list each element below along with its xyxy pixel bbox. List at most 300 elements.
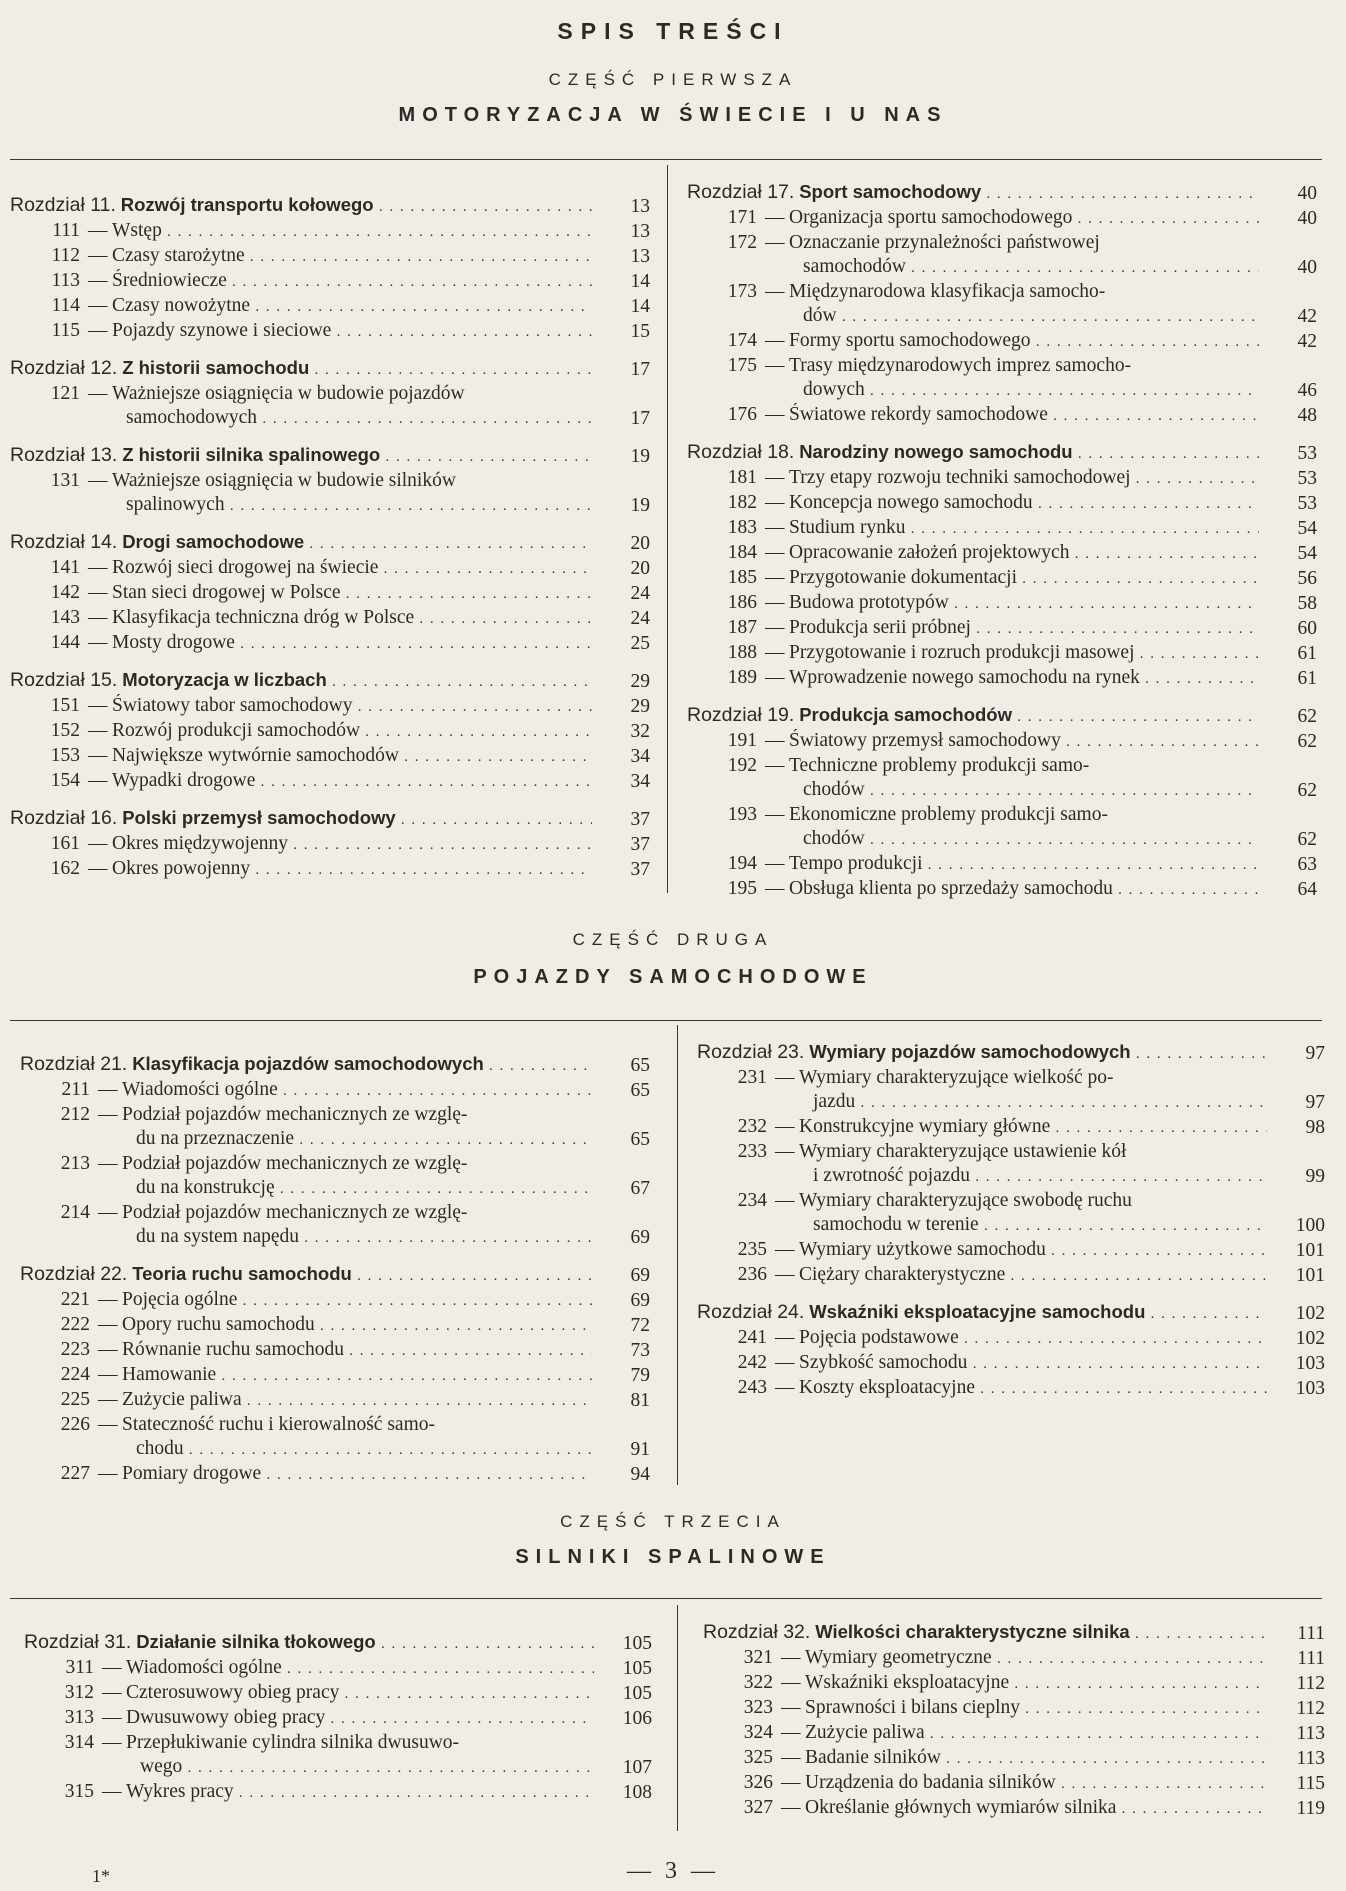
section-page: 56 xyxy=(1297,568,1317,589)
section-title xyxy=(112,382,592,431)
section-dash: — xyxy=(98,1202,118,1223)
section-title-line: Wypadki drogowe . . . xyxy=(112,769,592,794)
part-3-title: SILNIKI SPALINOWE xyxy=(515,1546,831,1568)
section-title xyxy=(112,556,592,581)
section-title-line: Budowa prototypów . . . xyxy=(789,591,1259,616)
section-page: 34 xyxy=(630,746,650,767)
section-page: 64 xyxy=(1297,879,1317,900)
section-number: 327 xyxy=(743,1797,773,1818)
section-title-line: Pojazdy szynowe i sieciowe . . . xyxy=(112,319,592,344)
section-entry xyxy=(687,403,1317,428)
section-number: 211 xyxy=(61,1079,90,1100)
section-page: 102 xyxy=(1295,1328,1325,1349)
section-title-line: Pomiary drogowe . . . xyxy=(122,1462,592,1487)
chapter-heading-line xyxy=(687,180,1259,206)
section-page: 37 xyxy=(630,859,650,880)
section-entry xyxy=(697,1326,1325,1351)
section-number: 243 xyxy=(737,1377,767,1398)
section-number: 223 xyxy=(60,1339,90,1360)
chapter-page: 65 xyxy=(630,1055,650,1076)
section-entry xyxy=(703,1696,1325,1721)
section-page: 32 xyxy=(630,721,650,742)
chapter-number: Rozdział 21. xyxy=(20,1053,128,1075)
section-title xyxy=(122,1078,592,1103)
section-dash: — xyxy=(765,281,785,302)
part-3-left-column xyxy=(24,1630,652,1805)
section-page: 61 xyxy=(1297,668,1317,689)
section-title-line: Tempo produkcji . . . xyxy=(789,852,1259,877)
section-number: 326 xyxy=(743,1772,773,1793)
part-3-top-rule xyxy=(10,1598,1322,1599)
section-entry xyxy=(687,329,1317,354)
section-entry xyxy=(703,1796,1325,1821)
chapter-title: Klasyfikacja pojazdów samochodowych xyxy=(132,1053,484,1074)
section-number: 183 xyxy=(727,517,757,538)
section-number: 142 xyxy=(50,582,80,603)
section-page: 119 xyxy=(1296,1798,1325,1819)
section-entry xyxy=(24,1706,652,1731)
section-number: 175 xyxy=(727,355,757,376)
section-entry xyxy=(20,1363,650,1388)
section-title xyxy=(126,1780,594,1805)
part-2-label: CZĘŚĆ DRUGA xyxy=(572,930,774,949)
section-number: 191 xyxy=(727,730,757,751)
section-entry xyxy=(20,1413,650,1462)
section-title-line: Czasy starożytne . . . xyxy=(112,244,592,269)
section-title xyxy=(112,719,592,744)
section-title xyxy=(126,1656,594,1681)
section-page: 103 xyxy=(1295,1353,1325,1374)
section-entry xyxy=(697,1115,1325,1140)
section-title xyxy=(805,1671,1267,1696)
chapter-title: Z historii silnika spalinowego xyxy=(122,444,381,465)
section-page: 42 xyxy=(1297,331,1317,352)
section-number: 236 xyxy=(737,1264,767,1285)
chapter-heading-line xyxy=(10,356,592,382)
section-dash: — xyxy=(88,582,108,603)
chapter-number: Rozdział 22. xyxy=(20,1263,128,1285)
section-dash: — xyxy=(765,853,785,874)
section-title xyxy=(805,1771,1267,1796)
section-title xyxy=(805,1796,1267,1821)
section-entry xyxy=(10,294,650,319)
section-number: 176 xyxy=(727,404,757,425)
section-number: 161 xyxy=(50,833,80,854)
chapter-number: Rozdział 23. xyxy=(697,1041,805,1063)
section-title xyxy=(122,1462,592,1487)
chapter-heading xyxy=(10,356,592,382)
section-number: 144 xyxy=(50,632,80,653)
section-dash: — xyxy=(775,1264,795,1285)
chapter-title: Teoria ruchu samochodu xyxy=(132,1263,352,1284)
section-page: 101 xyxy=(1295,1240,1325,1261)
section-title-line: Wymiary charakteryzujące ustawienie kół xyxy=(799,1141,1127,1162)
part-2-top-rule xyxy=(10,1020,1322,1021)
chapter-heading-line xyxy=(10,530,592,556)
section-title-line: jazdu . . . xyxy=(799,1090,1267,1115)
section-entry xyxy=(10,857,650,882)
section-entry xyxy=(687,516,1317,541)
section-entry xyxy=(687,754,1317,803)
part-2-right-column xyxy=(697,1040,1325,1401)
section-title-line: Zużycie paliwa . . . xyxy=(805,1721,1267,1746)
chapter-title: Narodziny nowego samochodu xyxy=(799,441,1073,462)
section-dash: — xyxy=(775,1377,795,1398)
section-number: 111 xyxy=(52,220,80,241)
chapter-heading xyxy=(10,530,592,556)
section-page: 63 xyxy=(1297,854,1317,875)
part-3-column-divider xyxy=(677,1605,678,1831)
section-title-line: Wykres pracy . . . xyxy=(126,1780,594,1805)
section-title xyxy=(789,666,1259,691)
chapter-number: Rozdział 11. xyxy=(10,194,116,216)
chapter-page: 111 xyxy=(1297,1623,1325,1644)
section-number: 241 xyxy=(737,1327,767,1348)
chapter-title: Drogi samochodowe xyxy=(122,531,305,552)
section-dash: — xyxy=(88,695,108,716)
section-title-line: samochodu w terenie . . . xyxy=(799,1213,1267,1238)
section-title-line: Ważniejsze osiągnięcia w budowie pojazdów xyxy=(112,383,465,404)
section-dash: — xyxy=(88,245,108,266)
section-title-line: Techniczne problemy produkcji samo- xyxy=(789,755,1090,776)
section-title xyxy=(122,1413,592,1462)
section-entry xyxy=(687,641,1317,666)
section-page: 62 xyxy=(1297,829,1317,850)
section-entry xyxy=(703,1721,1325,1746)
section-number: 224 xyxy=(60,1364,90,1385)
chapter-heading xyxy=(10,193,592,219)
chapter-entry xyxy=(10,530,650,556)
chapter-page: 53 xyxy=(1297,443,1317,464)
section-entry xyxy=(24,1681,652,1706)
section-title-line: Wymiary charakteryzujące wielkość po- xyxy=(799,1067,1114,1088)
section-page: 103 xyxy=(1295,1378,1325,1399)
section-dash: — xyxy=(775,1239,795,1260)
section-title xyxy=(112,857,592,882)
section-title-line: i zwrotność pojazdu . . . xyxy=(799,1164,1267,1189)
section-dash: — xyxy=(98,1104,118,1125)
section-title-line: Hamowanie . . . xyxy=(122,1363,592,1388)
section-title xyxy=(789,566,1259,591)
section-title xyxy=(799,1263,1267,1288)
chapter-page: 29 xyxy=(630,671,650,692)
section-entry xyxy=(687,666,1317,691)
signature-mark: 1* xyxy=(92,1866,110,1886)
section-entry xyxy=(10,744,650,769)
chapter-heading-line xyxy=(697,1040,1267,1066)
section-page: 69 xyxy=(630,1290,650,1311)
chapter-heading-line xyxy=(10,806,592,832)
chapter-heading xyxy=(687,180,1259,206)
section-title-line: Rozwój sieci drogowej na świecie . . . xyxy=(112,556,592,581)
section-number: 131 xyxy=(50,470,80,491)
chapter-number: Rozdział 15. xyxy=(10,669,118,691)
section-dash: — xyxy=(98,1463,118,1484)
section-dash: — xyxy=(765,232,785,253)
chapter-title: Wskaźniki eksploatacyjne samochodu xyxy=(809,1301,1146,1322)
section-dash: — xyxy=(765,617,785,638)
section-number: 312 xyxy=(64,1682,94,1703)
section-number: 212 xyxy=(60,1104,90,1125)
chapter-entry xyxy=(10,668,650,694)
section-number: 187 xyxy=(727,617,757,638)
chapter-heading-line xyxy=(20,1052,592,1078)
section-page: 105 xyxy=(622,1683,652,1704)
part-2-title: POJAZDY SAMOCHODOWE xyxy=(473,966,873,988)
section-title xyxy=(112,631,592,656)
chapter-heading xyxy=(697,1040,1267,1066)
chapter-number: Rozdział 24. xyxy=(697,1301,805,1323)
section-entry xyxy=(20,1313,650,1338)
page-number: — 3 — xyxy=(627,1858,719,1884)
section-title xyxy=(799,1140,1267,1189)
section-entry xyxy=(10,719,650,744)
section-title-line: Organizacja sportu samochodowego . . . xyxy=(789,206,1259,231)
section-number: 227 xyxy=(60,1463,90,1484)
section-page: 24 xyxy=(630,583,650,604)
section-title xyxy=(126,1706,594,1731)
chapter-heading xyxy=(697,1300,1267,1326)
section-title-line: dów . . . xyxy=(789,304,1259,329)
section-title xyxy=(799,1189,1267,1238)
section-entry xyxy=(703,1646,1325,1671)
section-entry xyxy=(687,466,1317,491)
section-dash: — xyxy=(765,592,785,613)
chapter-page: 13 xyxy=(630,196,650,217)
section-number: 314 xyxy=(64,1732,94,1753)
section-page: 62 xyxy=(1297,731,1317,752)
section-title xyxy=(112,581,592,606)
chapter-page: 97 xyxy=(1305,1043,1325,1064)
section-entry xyxy=(687,354,1317,403)
section-entry xyxy=(10,581,650,606)
section-dash: — xyxy=(88,770,108,791)
section-page: 91 xyxy=(630,1439,650,1460)
section-number: 213 xyxy=(60,1153,90,1174)
section-number: 192 xyxy=(727,755,757,776)
section-entry xyxy=(687,852,1317,877)
part-1-top-rule xyxy=(10,159,1322,160)
section-page: 67 xyxy=(630,1178,650,1199)
section-dash: — xyxy=(102,1732,122,1753)
section-page: 107 xyxy=(622,1757,652,1778)
section-title-line: Podział pojazdów mechanicznych ze wzglę- xyxy=(122,1104,468,1125)
chapter-number: Rozdział 19. xyxy=(687,704,795,726)
section-title-line: Wiadomości ogólne . . . xyxy=(126,1656,594,1681)
chapter-entry xyxy=(703,1620,1325,1646)
section-title xyxy=(789,231,1259,280)
chapter-heading xyxy=(10,668,592,694)
chapter-title: Sport samochodowy xyxy=(799,181,982,202)
chapter-number: Rozdział 16. xyxy=(10,807,118,829)
section-title xyxy=(789,329,1259,354)
section-title xyxy=(122,1152,592,1201)
section-title-line: wego . . . xyxy=(126,1755,594,1780)
chapter-heading-line xyxy=(10,443,592,469)
section-title-line: Wskaźniki eksploatacyjne . . . xyxy=(805,1671,1267,1696)
section-dash: — xyxy=(88,557,108,578)
section-page: 25 xyxy=(630,633,650,654)
chapter-title: Rozwój transportu kołowego xyxy=(120,194,374,215)
section-entry xyxy=(24,1780,652,1805)
section-title-line: Szybkość samochodu . . . xyxy=(799,1351,1267,1376)
section-title-line: Międzynarodowa klasyfikacja samocho- xyxy=(789,281,1106,302)
section-number: 174 xyxy=(727,330,757,351)
section-page: 101 xyxy=(1295,1265,1325,1286)
section-title-line: Studium rynku . . . xyxy=(789,516,1259,541)
chapter-heading-line xyxy=(10,668,592,694)
part-1-column-divider xyxy=(667,165,668,893)
chapter-title: Motoryzacja w liczbach xyxy=(122,669,327,690)
section-page: 81 xyxy=(630,1390,650,1411)
section-page: 94 xyxy=(630,1464,650,1485)
section-dash: — xyxy=(775,1141,795,1162)
section-number: 235 xyxy=(737,1239,767,1260)
section-dash: — xyxy=(88,270,108,291)
section-page: 46 xyxy=(1297,380,1317,401)
section-number: 152 xyxy=(50,720,80,741)
section-dash: — xyxy=(781,1797,801,1818)
section-number: 154 xyxy=(50,770,80,791)
section-title-line: Podział pojazdów mechanicznych ze wzglę- xyxy=(122,1202,468,1223)
chapter-heading-line xyxy=(703,1620,1267,1646)
section-dash: — xyxy=(765,542,785,563)
section-entry xyxy=(687,231,1317,280)
section-entry xyxy=(24,1656,652,1681)
section-title xyxy=(799,1238,1267,1263)
section-dash: — xyxy=(88,295,108,316)
section-title-line: Ekonomiczne problemy produkcji samo- xyxy=(789,804,1108,825)
section-entry xyxy=(20,1338,650,1363)
section-entry xyxy=(10,382,650,431)
chapter-page: 20 xyxy=(630,533,650,554)
part-3-label: CZĘŚĆ TRZECIA xyxy=(560,1512,786,1531)
chapter-entry xyxy=(697,1300,1325,1326)
section-title xyxy=(122,1363,592,1388)
section-title-line: Określanie głównych wymiarów silnika . . . xyxy=(805,1796,1267,1821)
section-title-line: du na konstrukcję . . . xyxy=(122,1176,592,1201)
section-dash: — xyxy=(781,1672,801,1693)
part-1-title: MOTORYZACJA W ŚWIECIE I U NAS xyxy=(398,104,948,126)
section-title-line: Pojęcia podstawowe . . . xyxy=(799,1326,1267,1351)
section-entry xyxy=(10,269,650,294)
section-title-line: Światowe rekordy samochodowe . . . xyxy=(789,403,1259,428)
section-dash: — xyxy=(88,220,108,241)
chapter-heading-line xyxy=(687,703,1259,729)
section-entry xyxy=(20,1103,650,1152)
chapter-heading-line xyxy=(24,1630,594,1656)
section-dash: — xyxy=(98,1289,118,1310)
section-title xyxy=(789,541,1259,566)
chapter-title: Produkcja samochodów xyxy=(799,704,1012,725)
section-dash: — xyxy=(88,745,108,766)
section-entry xyxy=(703,1671,1325,1696)
section-dash: — xyxy=(98,1079,118,1100)
section-number: 214 xyxy=(60,1202,90,1223)
chapter-number: Rozdział 31. xyxy=(24,1631,132,1653)
section-number: 185 xyxy=(727,567,757,588)
section-title xyxy=(789,403,1259,428)
chapter-entry xyxy=(20,1262,650,1288)
section-title-line: du na przeznaczenie . . . xyxy=(122,1127,592,1152)
section-title-line: samochodowych . . . xyxy=(112,406,592,431)
section-page: 113 xyxy=(1296,1748,1325,1769)
section-title-line: Dwusuwowy obieg pracy . . . xyxy=(126,1706,594,1731)
section-dash: — xyxy=(102,1657,122,1678)
section-dash: — xyxy=(88,383,108,404)
section-dash: — xyxy=(102,1682,122,1703)
section-page: 48 xyxy=(1297,405,1317,426)
section-title-line: Przepłukiwanie cylindra silnika dwusuwo- xyxy=(126,1732,460,1753)
section-page: 58 xyxy=(1297,593,1317,614)
section-number: 182 xyxy=(727,492,757,513)
section-title xyxy=(122,1103,592,1152)
section-page: 53 xyxy=(1297,468,1317,489)
section-page: 111 xyxy=(1297,1648,1325,1669)
chapter-page: 19 xyxy=(630,446,650,467)
section-number: 188 xyxy=(727,642,757,663)
section-title-line: Wymiary charakteryzujące swobodę ruchu xyxy=(799,1190,1132,1211)
section-number: 315 xyxy=(64,1781,94,1802)
section-dash: — xyxy=(88,833,108,854)
part-2-column-divider xyxy=(677,1025,678,1485)
section-entry xyxy=(10,832,650,857)
chapter-heading-line xyxy=(20,1262,592,1288)
chapter-title: Wymiary pojazdów samochodowych xyxy=(809,1041,1131,1062)
section-dash: — xyxy=(98,1314,118,1335)
section-title xyxy=(112,606,592,631)
section-page: 20 xyxy=(630,558,650,579)
section-entry xyxy=(10,319,650,344)
section-title-line: Wymiary użytkowe samochodu . . . xyxy=(799,1238,1267,1263)
section-title-line: Ciężary charakterystyczne . . . xyxy=(799,1263,1267,1288)
chapter-heading-line xyxy=(697,1300,1267,1326)
chapter-entry xyxy=(10,356,650,382)
section-title xyxy=(789,852,1259,877)
section-dash: — xyxy=(98,1414,118,1435)
chapter-number: Rozdział 14. xyxy=(10,531,118,553)
section-title-line: Pojęcia ogólne . . . xyxy=(122,1288,592,1313)
section-dash: — xyxy=(88,470,108,491)
chapter-heading xyxy=(20,1052,592,1078)
section-dash: — xyxy=(775,1116,795,1137)
section-page: 72 xyxy=(630,1315,650,1336)
section-title xyxy=(112,744,592,769)
chapter-entry xyxy=(10,193,650,219)
section-title xyxy=(789,641,1259,666)
section-page: 65 xyxy=(630,1080,650,1101)
section-title xyxy=(789,206,1259,231)
section-title xyxy=(122,1388,592,1413)
section-title xyxy=(112,469,592,518)
section-page: 40 xyxy=(1297,208,1317,229)
section-title-line: Wstęp . . . xyxy=(112,219,592,244)
chapter-entry xyxy=(687,703,1317,729)
section-page: 15 xyxy=(630,321,650,342)
chapter-heading-line xyxy=(10,193,592,219)
section-title xyxy=(799,1326,1267,1351)
part-1-left-column xyxy=(10,193,650,882)
section-title xyxy=(112,769,592,794)
chapter-entry xyxy=(687,440,1317,466)
section-number: 112 xyxy=(51,245,80,266)
section-page: 42 xyxy=(1297,306,1317,327)
section-title-line: Opory ruchu samochodu . . . xyxy=(122,1313,592,1338)
section-page: 14 xyxy=(630,271,650,292)
section-dash: — xyxy=(775,1067,795,1088)
chapter-page: 37 xyxy=(630,809,650,830)
section-entry xyxy=(10,769,650,794)
